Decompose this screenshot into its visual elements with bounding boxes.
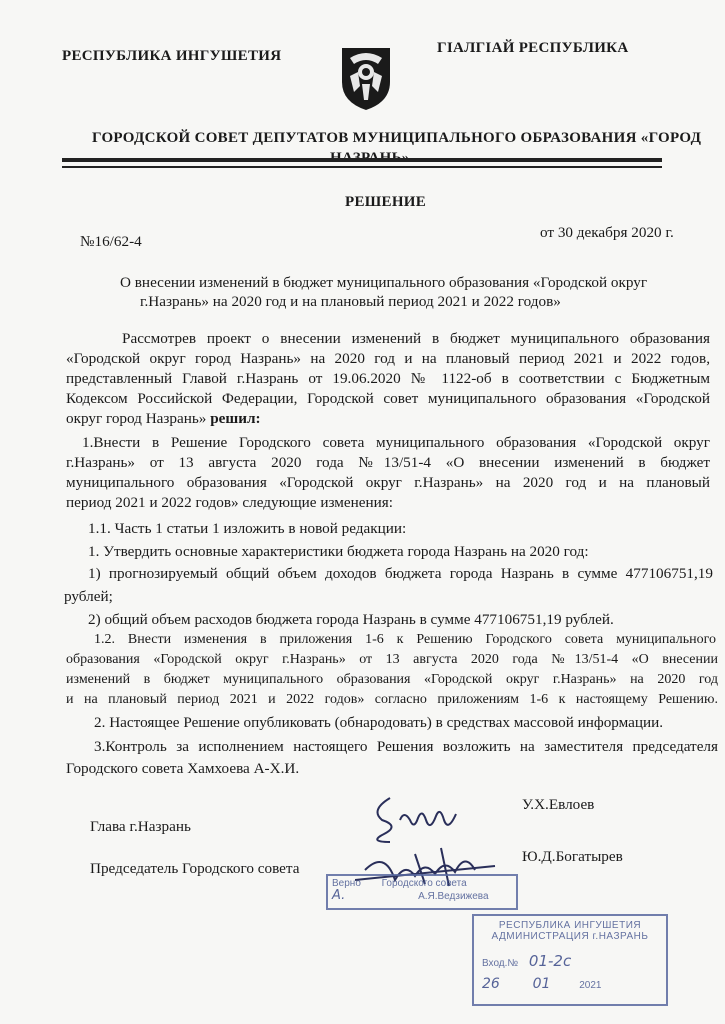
stamp-incoming-number: 01-2с	[528, 952, 572, 970]
body-line	[66, 410, 261, 428]
body-line: период 2021 и 2022 годов» следующие изменения:	[66, 494, 393, 511]
body-line: 1.1. Часть 1 статьи 1 изложить в новой редакции:	[88, 520, 407, 537]
signer-name-chair: Ю.Д.Богатырев	[522, 848, 623, 865]
body-line: рублей;	[64, 588, 113, 605]
body-line: 2. Настоящее Решение опубликовать (обнародовать) в средствах массовой информации.	[94, 714, 664, 731]
stamp-line: Городского совета	[381, 878, 467, 889]
document-date: от 30 декабря 2020 г.	[540, 224, 674, 241]
stamp-date-month: 01	[532, 976, 551, 992]
document-title: РЕШЕНИЕ	[345, 194, 427, 210]
incoming-registration-stamp	[472, 914, 668, 1006]
stamp-line: А.Я.Ведзижева	[418, 891, 489, 902]
subject-line-1: О внесении изменений в бюджет муниципального образования «Городской округ	[120, 274, 648, 291]
signer-role-chair: Председатель Городского совета	[90, 860, 300, 877]
certification-stamp	[326, 874, 518, 910]
republic-left: РЕСПУБЛИКА ИНГУШЕТИЯ	[62, 48, 282, 64]
subject-line-2: г.Назрань» на 2020 год и на плановый период 2021 и 2022 годов»	[140, 293, 561, 310]
stamp-incoming-label: Вход.№	[482, 958, 519, 969]
body-line: Городского совета Хамхоева А-Х.И.	[66, 760, 300, 777]
header-rule-thick	[62, 158, 662, 162]
body-line: Кодексом Российской Федерации, Городской совет муниципального образования «Городской	[66, 390, 710, 407]
resolved-keyword: решил:	[210, 410, 261, 427]
header-rule-thin	[62, 166, 662, 168]
stamp-initials: A.	[332, 888, 346, 903]
body-line: изменений в бюджет муниципального образования «Городской округ г.Назрань» на 2020 год	[66, 672, 718, 687]
stamp-date-row	[482, 976, 658, 992]
body-line: 1.2. Внести изменения в приложения 1-6 к Решению Городского совета муниципального	[94, 632, 716, 647]
stamp-incoming-row	[482, 952, 658, 970]
stamp-line: Верно	[332, 878, 361, 889]
body-line: 1. Утвердить основные характеристики бюджета города Назрань на 2020 год:	[88, 543, 589, 560]
body-line: муниципального образования «Городской округ г.Назрань» на 2020 год и на плановый	[66, 474, 710, 491]
body-line: и на плановый период 2021 и 2022 годов» согласно приложениям 1-6 к настоящему Решению.	[66, 692, 718, 707]
body-line: 2) общий объем расходов бюджета города Назрань в сумме 477106751,19 рублей.	[88, 611, 614, 628]
body-line: «Городской округ город Назрань» на 2020 год и на плановый период 2021 и 2022 годов,	[66, 350, 710, 367]
body-line-text: округ город Назрань»	[66, 410, 207, 427]
body-line: г.Назрань» от 13 августа 2020 года №13/51-4 «О внесении изменений в бюджет	[66, 454, 710, 471]
body-line: 1.Внести в Решение Городского совета муниципального образования «Городской округ	[82, 434, 710, 451]
stamp-date-day: 26	[482, 976, 500, 992]
stamp-line: АДМИНИСТРАЦИЯ г.НАЗРАНЬ	[491, 931, 649, 942]
body-line: образования «Городской округ г.Назрань» от 13 августа 2020 года №13/51-4 «О внесении	[66, 652, 718, 667]
document-number: №16/62-4	[80, 233, 142, 250]
signer-name-head: У.Х.Евлоев	[522, 796, 595, 813]
body-line: представленный Главой г.Назрань от 19.06.2020 № 1122-об в соответствии с Бюджетным	[66, 370, 710, 387]
body-line: Рассмотрев проект о внесении изменений в бюджет муниципального образования	[122, 330, 710, 347]
body-line: 3.Контроль за исполнением настоящего Решения возложить на заместителя председателя	[94, 738, 718, 755]
body-line: 1) прогнозируемый общий объем доходов бюджета города Назрань в сумме 477106751,19	[88, 565, 713, 582]
republic-right: ГIАЛГIАЙ РЕСПУБЛИКА	[437, 40, 629, 56]
signer-role-head: Глава г.Назрань	[90, 818, 191, 835]
stamp-line: РЕСПУБЛИКА ИНГУШЕТИЯ	[498, 920, 642, 931]
council-title-line1: ГОРОДСКОЙ СОВЕТ ДЕПУТАТОВ МУНИЦИПАЛЬНОГО ОБРАЗОВАНИЯ «ГОРОД	[92, 130, 702, 146]
coat-of-arms-emblem	[336, 42, 396, 112]
stamp-date-year: 2021	[579, 980, 602, 991]
